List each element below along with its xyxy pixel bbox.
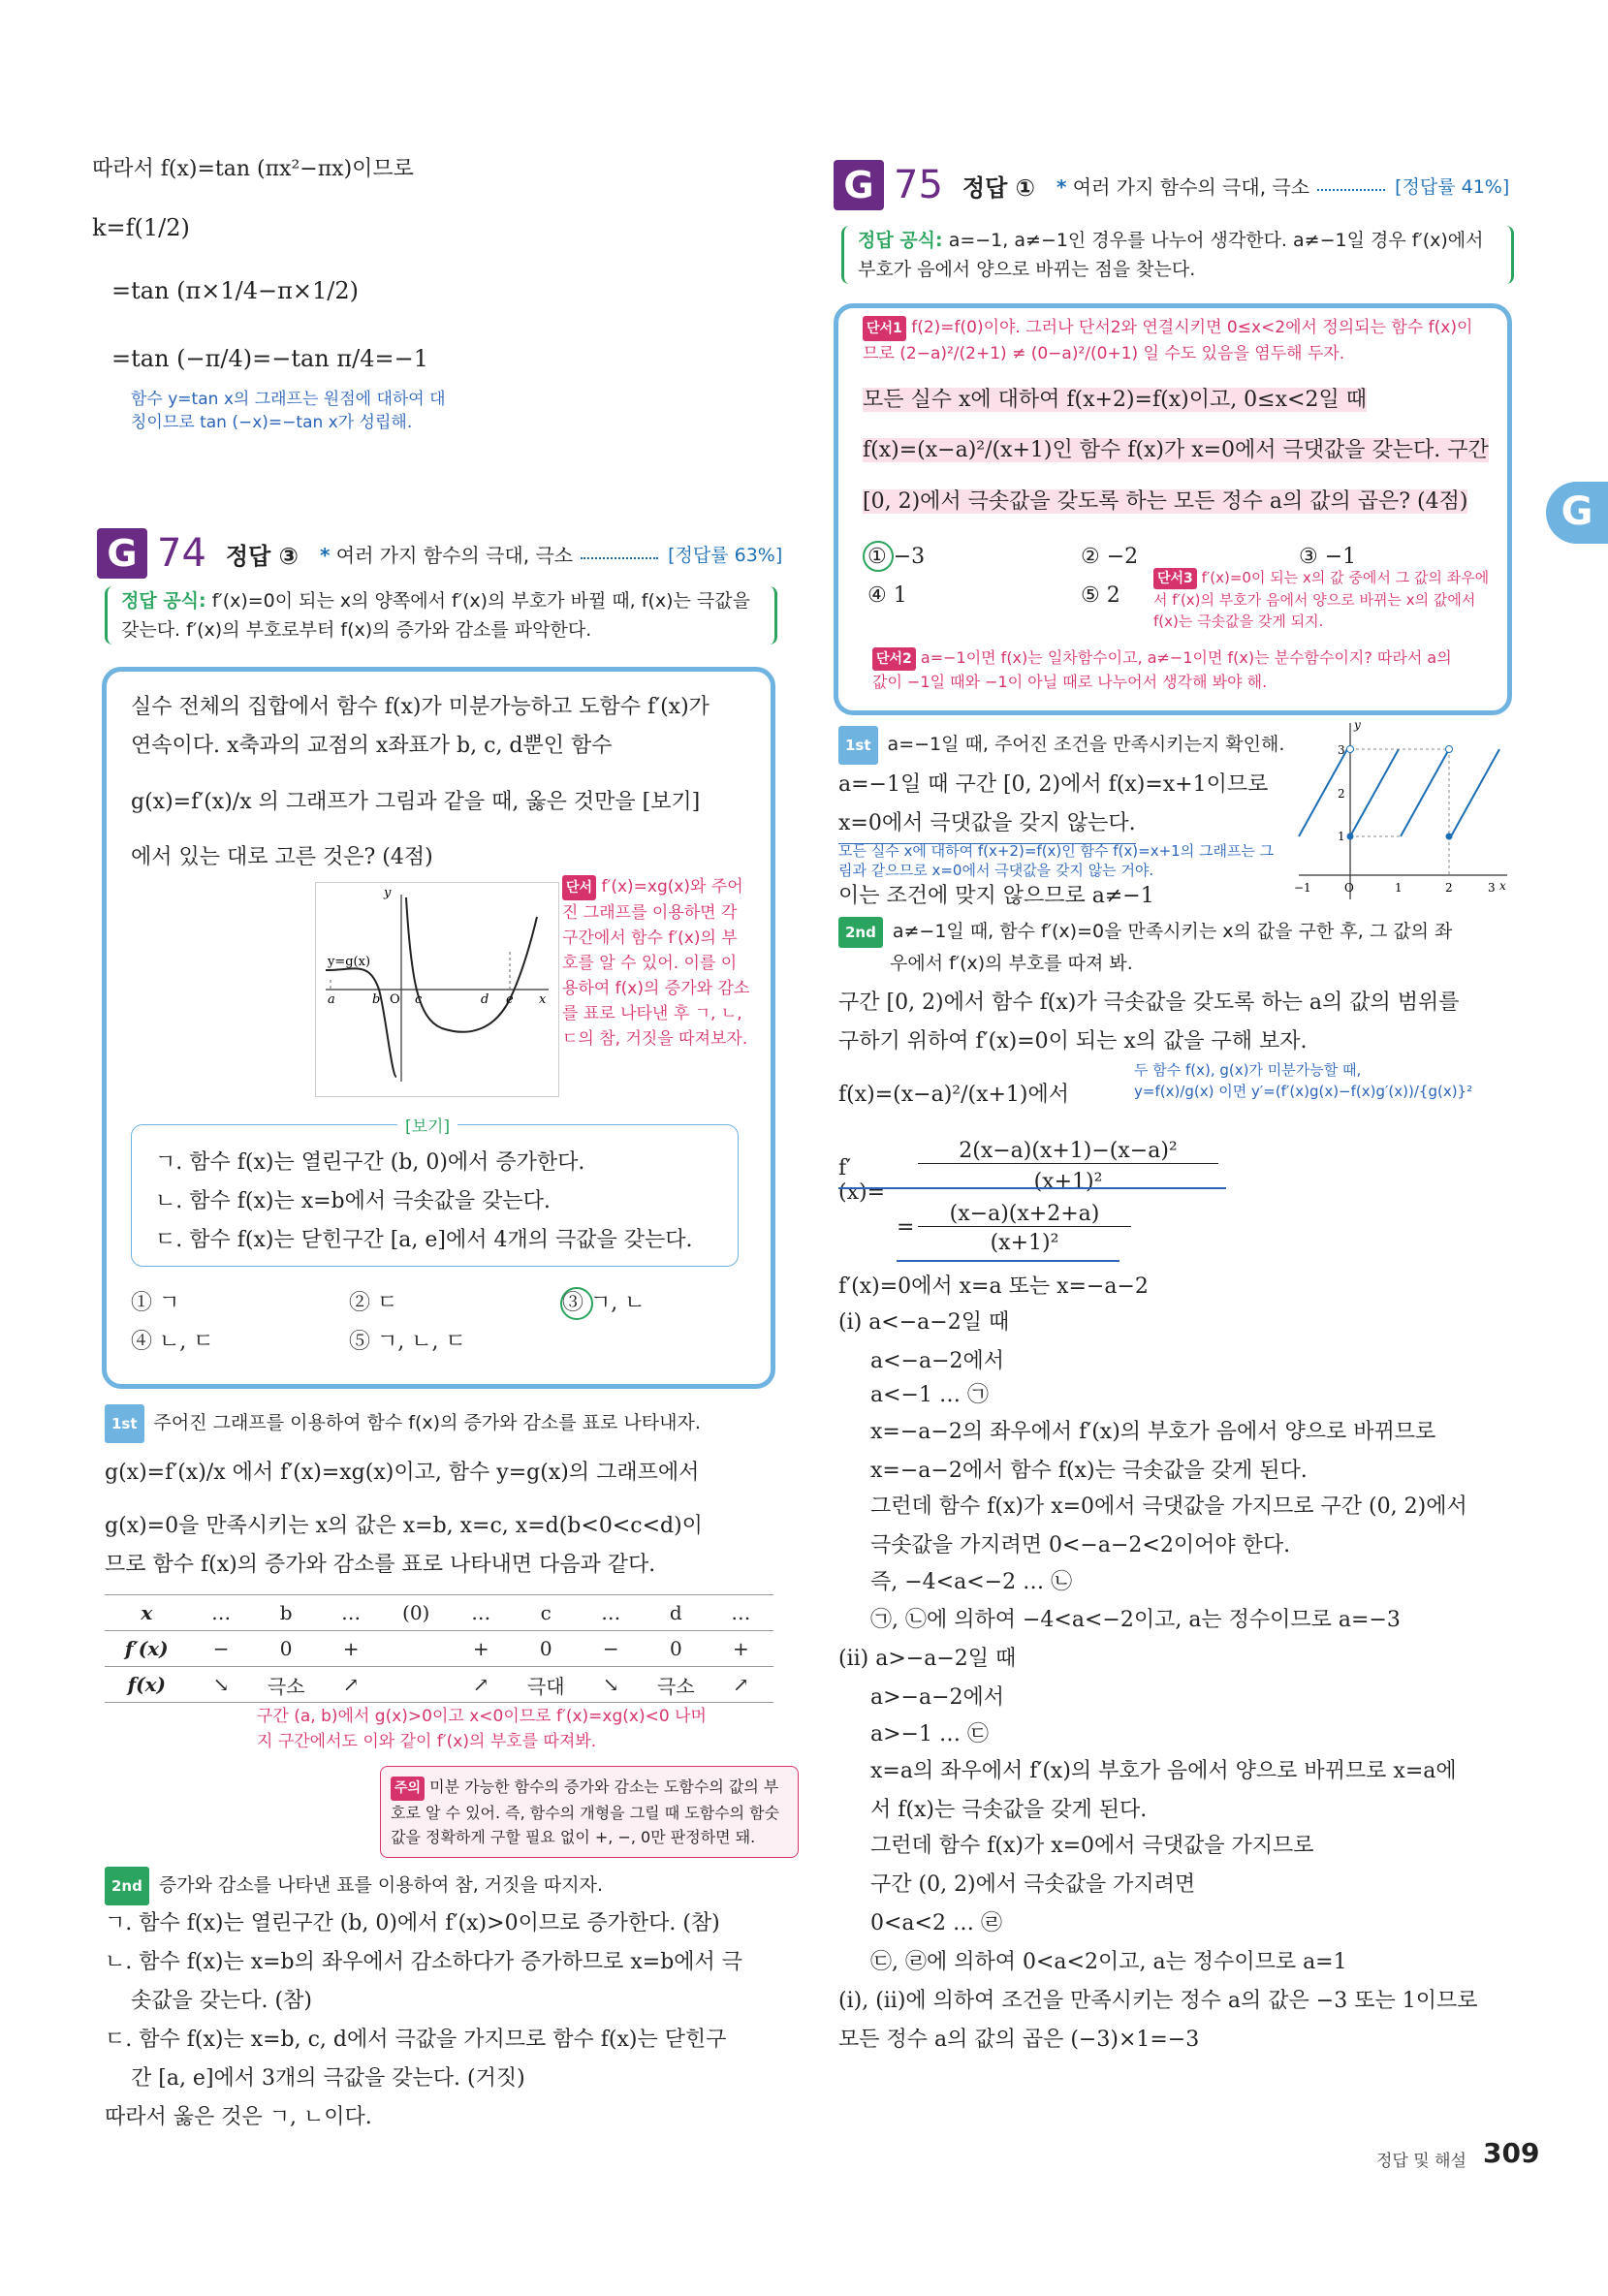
prev-line-1: 따라서 f(x)=tan (πx²−πx)이므로 <box>92 157 414 181</box>
x-tick-o: O <box>1344 881 1354 895</box>
answer-formula-74 <box>105 586 777 645</box>
hint2-75 <box>872 646 1464 694</box>
case-i-6: 극솟값을 가지려면 0<−a−2<2이어야 한다. <box>870 1533 1291 1557</box>
choice-1[interactable]: ① −3 <box>867 545 926 569</box>
answer-label: 정답 ③ <box>225 542 299 570</box>
table-cell: … <box>709 1595 773 1631</box>
formula-text: f′(x)=0이 되는 x의 양쪽에서 f′(x)의 부호가 바뀔 때, f(x)는 극값을 갖는다. f′(x)의 부호로부터 f(x)의 증가와 감소를 파악한다. <box>121 590 750 641</box>
q75-line-3 <box>863 483 1467 521</box>
choice-3[interactable]: ③ −1 <box>1299 545 1357 569</box>
step1-text: a=−1일 때, 주어진 조건을 만족시키는지 확인해. <box>887 734 1285 755</box>
question-line-2: 연속이다. x축과의 교점의 x좌표가 b, c, d뿐인 함수 <box>131 734 613 758</box>
caution-box <box>380 1766 799 1858</box>
increase-decrease-table <box>105 1594 773 1703</box>
topic <box>1056 172 1309 200</box>
x-tick-neg1: −1 <box>1294 881 1311 895</box>
step2b-text: 우에서 f′(x)의 부호를 따져 봐. <box>890 953 1133 974</box>
section-tab-label: G <box>1561 489 1593 534</box>
sol75-b6: f′(x)=0에서 x=a 또는 x=−a−2 <box>838 1274 1149 1299</box>
step1-text: 주어진 그래프를 이용하여 함수 f(x)의 증가와 감소를 표로 나타내자. <box>153 1412 701 1433</box>
case-ii: (ii) a>−a−2일 때 <box>838 1647 1017 1671</box>
sol74-line-1: g(x)=f′(x)/x 에서 f′(x)=xg(x)이고, 함수 y=g(x)의 그래프에서 <box>105 1461 700 1485</box>
result-3b: 간 [a, e]에서 3개의 극값을 갖는다. (거짓) <box>131 2066 525 2091</box>
tick-d: d <box>481 992 489 1007</box>
curve-left <box>326 968 396 1077</box>
table-cell: ↘ <box>579 1667 644 1703</box>
segment-4 <box>1451 749 1499 836</box>
case-ii-6: 구간 (0, 2)에서 극솟값을 가지려면 <box>870 1872 1196 1897</box>
bogi-item-2: ㄴ. 함수 f(x)는 x=b에서 극솟값을 갖는다. <box>155 1189 551 1213</box>
problem-75-header <box>834 160 1509 210</box>
sol75-a3: 이는 조건에 맞지 않으므로 a≠−1 <box>838 884 1154 908</box>
bogi-title: [보기] <box>397 1113 457 1137</box>
table-cell: 0 <box>514 1631 579 1667</box>
y-tick-2: 2 <box>1338 787 1345 801</box>
result-4: 따라서 옳은 것은 ㄱ, ㄴ이다. <box>105 2105 372 2129</box>
choice-3[interactable]: ③ ㄱ, ㄴ <box>562 1291 646 1315</box>
table-cell: 극대 <box>514 1667 579 1703</box>
question-line-3: g(x)=f′(x)/x 의 그래프가 그림과 같을 때, 옳은 것만을 [보기] <box>131 790 701 814</box>
tick-e: e <box>506 992 514 1007</box>
q75-line-3-text: [0, 2)에서 극솟값을 갖도록 하는 모든 정수 a의 값의 곱은? (4점) <box>863 489 1468 514</box>
table-cell: 0 <box>644 1631 709 1667</box>
curve-right <box>406 897 537 1032</box>
underline-1 <box>838 1187 1226 1189</box>
formula-label: 정답 공식: <box>121 590 206 612</box>
table-cell: ↗ <box>709 1667 773 1703</box>
case-ii-8: ㉢, ㉣에 의하여 0<a<2이고, a는 정수이므로 a=1 <box>870 1950 1347 1974</box>
case-ii-1: a>−a−2에서 <box>870 1685 1005 1710</box>
question-line-4: 에서 있는 대로 고른 것은? (4점) <box>131 845 433 869</box>
result-1: ㄱ. 함수 f(x)는 열린구간 (b, 0)에서 f′(x)>0이므로 증가한다. (참) <box>105 1911 720 1935</box>
deriv-num-2: (x−a)(x+2+a) <box>918 1202 1131 1227</box>
y-tick-1: 1 <box>1338 830 1345 843</box>
prev-line-2: k=f(1/2) <box>92 214 190 241</box>
step1-tag: 1st <box>838 726 878 765</box>
prev-note: 함수 y=tan x의 그래프는 원점에 대하여 대칭이므로 tan (−x)=−tan x가 성립해. <box>131 390 446 432</box>
solution75-step2 <box>838 916 1498 948</box>
graph-label: y=g(x) <box>328 955 371 969</box>
problem-number: 75 <box>894 163 943 207</box>
topic-mark: * <box>319 543 331 567</box>
accuracy-rate: [정답률 41%] <box>1395 175 1510 198</box>
x-tick-1: 1 <box>1395 881 1403 895</box>
q75-line-1-text: 모든 실수 x에 대하여 f(x+2)=f(x)이고, 0≤x<2일 때 <box>863 388 1367 412</box>
choice-4[interactable]: ④ ㄴ, ㄷ <box>131 1330 214 1354</box>
case-i-8: ㉠, ㉡에 의하여 −4<a<−2이고, a는 정수이므로 a=−3 <box>870 1608 1401 1632</box>
graph-axis-y: y <box>384 886 392 900</box>
bogi-item-3: ㄷ. 함수 f(x)는 닫힌구간 [a, e]에서 4개의 극값을 갖는다. <box>155 1228 693 1252</box>
step2a-text: a≠−1일 때, 함수 f′(x)=0을 만족시키는 x의 값을 구한 후, 그 값의 좌 <box>892 921 1453 942</box>
deriv-note-2: y=f(x)/g(x) 이면 y′=(f′(x)g(x)−f(x)g′(x))/{g(x)}² <box>1134 1083 1473 1100</box>
open-point <box>1347 746 1354 753</box>
table-cell: + <box>709 1631 773 1667</box>
topic-text: 여러 가지 함수의 극대, 극소 <box>335 543 574 567</box>
tick-b: b <box>372 992 381 1007</box>
step1-tag: 1st <box>105 1404 144 1443</box>
topic-text: 여러 가지 함수의 극대, 극소 <box>1072 174 1310 199</box>
table-cell: … <box>579 1595 644 1631</box>
graph-periodic-svg <box>1294 715 1512 904</box>
correct-mark-75 <box>863 541 894 572</box>
topic <box>320 540 573 568</box>
table-cell: c <box>514 1595 579 1631</box>
x-tick-2: 2 <box>1445 881 1453 895</box>
open-point <box>1446 746 1453 753</box>
step2-tag: 2nd <box>105 1867 149 1905</box>
graph-g-svg <box>316 883 558 1096</box>
case-i-1: a<−a−2에서 <box>870 1349 1005 1373</box>
table-cell: ↗ <box>449 1667 514 1703</box>
deriv-note-1: 두 함수 f(x), g(x)가 미분가능할 때, <box>1134 1061 1362 1079</box>
table-cell: 극소 <box>254 1667 319 1703</box>
result-2a: ㄴ. 함수 f(x)는 x=b의 좌우에서 감소하다가 증가하므로 x=b에서 극 <box>105 1950 743 1974</box>
deriv-den-1: (x+1)² <box>1033 1170 1103 1194</box>
result-2b: 솟값을 갖는다. (참) <box>131 1989 312 2013</box>
case-i-3: x=−a−2의 좌우에서 f′(x)의 부호가 음에서 양으로 바뀌므로 <box>870 1420 1436 1444</box>
problem-74-header <box>97 528 782 579</box>
closed-point <box>1347 833 1354 840</box>
conclusion-1: (i), (ii)에 의하여 조건을 만족시키는 정수 a의 값은 −3 또는 1이므로 <box>838 1989 1478 2013</box>
segment-2 <box>1350 749 1399 836</box>
closed-point <box>1446 833 1453 840</box>
table-row-f <box>105 1667 773 1703</box>
prev-line-4: =tan (−π/4)=−tan π/4=−1 <box>111 345 428 372</box>
section-tab[interactable] <box>1546 482 1608 544</box>
segment-3 <box>1401 749 1449 836</box>
table-cell <box>384 1667 449 1703</box>
conclusion-2: 모든 정수 a의 값의 곱은 (−3)×1=−3 <box>838 2028 1200 2052</box>
case-ii-2: a>−1 … ㉢ <box>870 1722 989 1746</box>
case-ii-5: 그런데 함수 f(x)가 x=0에서 극댓값을 가지므로 <box>870 1834 1314 1858</box>
sol74-line-3: 므로 함수 f(x)의 증가와 감소를 표로 나타내면 다음과 같다. <box>105 1553 656 1577</box>
problem-number: 74 <box>157 531 206 576</box>
table-cell: b <box>254 1595 319 1631</box>
tick-a: a <box>328 992 335 1007</box>
hint3-tag: 단서3 <box>1153 568 1197 589</box>
dotted-leader <box>581 548 658 559</box>
table-row-x <box>105 1595 773 1631</box>
table-cell: f′(x) <box>105 1631 189 1667</box>
hint3-75 <box>1153 567 1502 632</box>
table-cell: 극소 <box>644 1667 709 1703</box>
sol75-a1: a=−1일 때 구간 [0, 2)에서 f(x)=x+1이므로 <box>838 772 1269 797</box>
deriv-den-2: (x+1)² <box>990 1231 1059 1255</box>
q75-line-1 <box>863 381 1367 420</box>
hint2-tag: 단서2 <box>872 647 916 671</box>
case-ii-3: x=a의 좌우에서 f′(x)의 부호가 음에서 양으로 바뀌므로 x=a에 <box>870 1759 1457 1783</box>
case-i-5: 그런데 함수 f(x)가 x=0에서 극댓값을 가지므로 구간 (0, 2)에서 <box>870 1494 1467 1519</box>
x-tick-3: 3 <box>1488 881 1496 895</box>
footer-label: 정답 및 해설 <box>1376 2152 1466 2171</box>
table-cell: … <box>449 1595 514 1631</box>
caution-tag: 주의 <box>391 1777 425 1801</box>
choice-2[interactable]: ② ㄷ <box>349 1291 398 1315</box>
sol75-b1: 구간 [0, 2)에서 함수 f(x)가 극솟값을 갖도록 하는 a의 값의 범위를 <box>838 991 1460 1015</box>
q75-line-2 <box>863 431 1489 470</box>
q75-line-2-text: f(x)=(x−a)²/(x+1)인 함수 f(x)가 x=0에서 극댓값을 갖는다. 구간 <box>863 438 1489 462</box>
tick-o: O <box>390 992 400 1007</box>
formula-text: a=−1, a≠−1인 경우를 나누어 생각한다. a≠−1일 경우 f′(x)에서 부호가 음에서 양으로 바뀌는 점을 찾는다. <box>858 230 1484 280</box>
problem-badge: G <box>834 160 884 210</box>
formula-label: 정답 공식: <box>858 230 943 251</box>
case-ii-7: 0<a<2 … ㉣ <box>870 1911 1002 1935</box>
underline-2 <box>897 1260 1119 1262</box>
table-cell: (0) <box>384 1595 449 1631</box>
solution74-step2 <box>105 1866 603 1905</box>
choice-5[interactable]: ⑤ 2 <box>1081 583 1120 608</box>
hint-tag: 단서 <box>562 875 596 900</box>
bogi-item-1: ㄱ. 함수 f(x)는 열린구간 (b, 0)에서 증가한다. <box>155 1150 585 1175</box>
y-tick-3: 3 <box>1338 743 1345 757</box>
derivative-rule-note <box>1134 1059 1502 1102</box>
tick-c: c <box>415 992 423 1007</box>
deriv-lhs: f′(x)= <box>838 1156 886 1205</box>
graph-g <box>315 882 559 1097</box>
hint3-text: f′(x)=0이 되는 x의 값 중에서 그 값의 좌우에서 f′(x)의 부호가 음에서 양으로 바뀌는 x의 값에서 f(x)는 극솟값을 갖게 되지. <box>1153 569 1490 630</box>
sol75-b3: f(x)=(x−a)²/(x+1)에서 <box>838 1083 1070 1107</box>
dotted-leader <box>1317 179 1385 191</box>
table-cell: x <box>105 1595 189 1631</box>
choice-2[interactable]: ② −2 <box>1081 545 1139 569</box>
table-note: 구간 (a, b)에서 g(x)>0이고 x<0이므로 f′(x)=xg(x)<0 나머지 구간에서도 이와 같이 f′(x)의 부호를 따져봐. <box>257 1707 707 1751</box>
case-i-7: 즉, −4<a<−2 … ㉡ <box>870 1570 1073 1594</box>
answer-label: 정답 ① <box>962 173 1035 202</box>
table-cell: d <box>644 1595 709 1631</box>
problem-badge: G <box>97 528 147 579</box>
table-cell: 0 <box>254 1631 319 1667</box>
solution75-step1 <box>838 725 1284 765</box>
sol75-a2: x=0에서 극댓값을 갖지 않는다. <box>838 804 1136 844</box>
choice-5[interactable]: ⑤ ㄱ, ㄴ, ㄷ <box>349 1330 466 1354</box>
accuracy-rate: [정답률 63%] <box>668 544 783 566</box>
answer-formula-75 <box>841 226 1514 284</box>
correct-mark-74 <box>560 1287 593 1320</box>
graph-axis-x: x <box>539 992 547 1007</box>
case-i: (i) a<−a−2일 때 <box>838 1310 1010 1335</box>
sol74-line-2: g(x)=0을 만족시키는 x의 값은 x=b, x=c, x=d(b<0<c<d)이 <box>105 1514 703 1538</box>
hint-text: f′(x)=xg(x)와 주어진 그래프를 이용하면 각 구간에서 함수 f′(x)의 부호를 알 수 있어. 이를 이용하여 f(x)의 증가와 감소를 표로 나타낸 후 ㄱ, ㄴ, ㄷ의 참, 거짓을 따져보자. <box>562 877 750 1049</box>
topic-mark: * <box>1056 174 1067 199</box>
case-ii-4: 서 f(x)는 극솟값을 갖게 된다. <box>870 1798 1148 1822</box>
graph-periodic <box>1294 715 1512 904</box>
prev-line-3: =tan (π×1/4−π×1/2) <box>111 277 359 304</box>
choice-1[interactable]: ① ㄱ <box>131 1291 180 1315</box>
case-i-4: x=−a−2에서 함수 f(x)는 극솟값을 갖게 된다. <box>870 1459 1308 1483</box>
hint1-tag: 단서1 <box>863 316 906 341</box>
question-line-1: 실수 전체의 집합에서 함수 f(x)가 미분가능하고 도함수 f′(x)가 <box>131 695 709 719</box>
table-cell: … <box>189 1595 254 1631</box>
deriv-num-1: 2(x−a)(x+1)−(x−a)² <box>918 1139 1218 1164</box>
hint1-75 <box>863 315 1473 366</box>
table-cell: − <box>579 1631 644 1667</box>
result-3a: ㄷ. 함수 f(x)는 x=b, c, d에서 극값을 가지므로 함수 f(x)는 닫힌구 <box>105 2028 727 2052</box>
table-cell: ↗ <box>319 1667 384 1703</box>
table-cell: ↘ <box>189 1667 254 1703</box>
solution74-step1 <box>105 1403 701 1443</box>
equals-sign: = <box>897 1215 915 1240</box>
page-number: 309 <box>1483 2137 1540 2169</box>
table-cell: − <box>189 1631 254 1667</box>
axis-x-label: x <box>1499 879 1506 893</box>
sol75-a-note: 모든 실수 x에 대하여 f(x+2)=f(x)인 함수 f(x)=x+1의 그래프는 그림과 같으므로 x=0에서 극댓값을 갖지 않는 거야. <box>838 842 1275 879</box>
table-cell: + <box>449 1631 514 1667</box>
table-cell: f(x) <box>105 1667 189 1703</box>
table-cell: + <box>319 1631 384 1667</box>
table-cell <box>384 1631 449 1667</box>
table-row-fp <box>105 1631 773 1667</box>
caution-text: 미분 가능한 함수의 증가와 감소는 도함수의 값의 부호로 알 수 있어. 즉, 함수의 개형을 그릴 때 도함수의 함숫값을 정확하게 구할 필요 없이 +, −, 0만 판정하면 돼. <box>391 1777 780 1846</box>
case-i-2: a<−1 … ㉠ <box>870 1383 989 1407</box>
table-cell: … <box>319 1595 384 1631</box>
hint-74 <box>562 874 751 1052</box>
sol75-b2: 구하기 위하여 f′(x)=0이 되는 x의 값을 구해 보자. <box>838 1029 1308 1054</box>
choice-4[interactable]: ④ 1 <box>867 583 907 608</box>
step2-tag: 2nd <box>838 917 883 948</box>
step2-text: 증가와 감소를 나타낸 표를 이용하여 참, 거짓을 따지자. <box>158 1874 604 1896</box>
axis-y-label: y <box>1354 718 1361 732</box>
hint1-text: f(2)=f(0)이야. 그러나 단서2와 연결시키면 0≤x<2에서 정의되는 함수 f(x)이므로 (2−a)²/(2+1) ≠ (0−a)²/(0+1) 일 수도 있음을 염두해 두자. <box>863 318 1473 363</box>
hint2-text: a=−1이면 f(x)는 일차함수이고, a≠−1이면 f(x)는 분수함수이지? 따라서 a의 값이 −1일 때와 −1이 아닐 때로 나누어서 생각해 봐야 해. <box>872 648 1452 691</box>
